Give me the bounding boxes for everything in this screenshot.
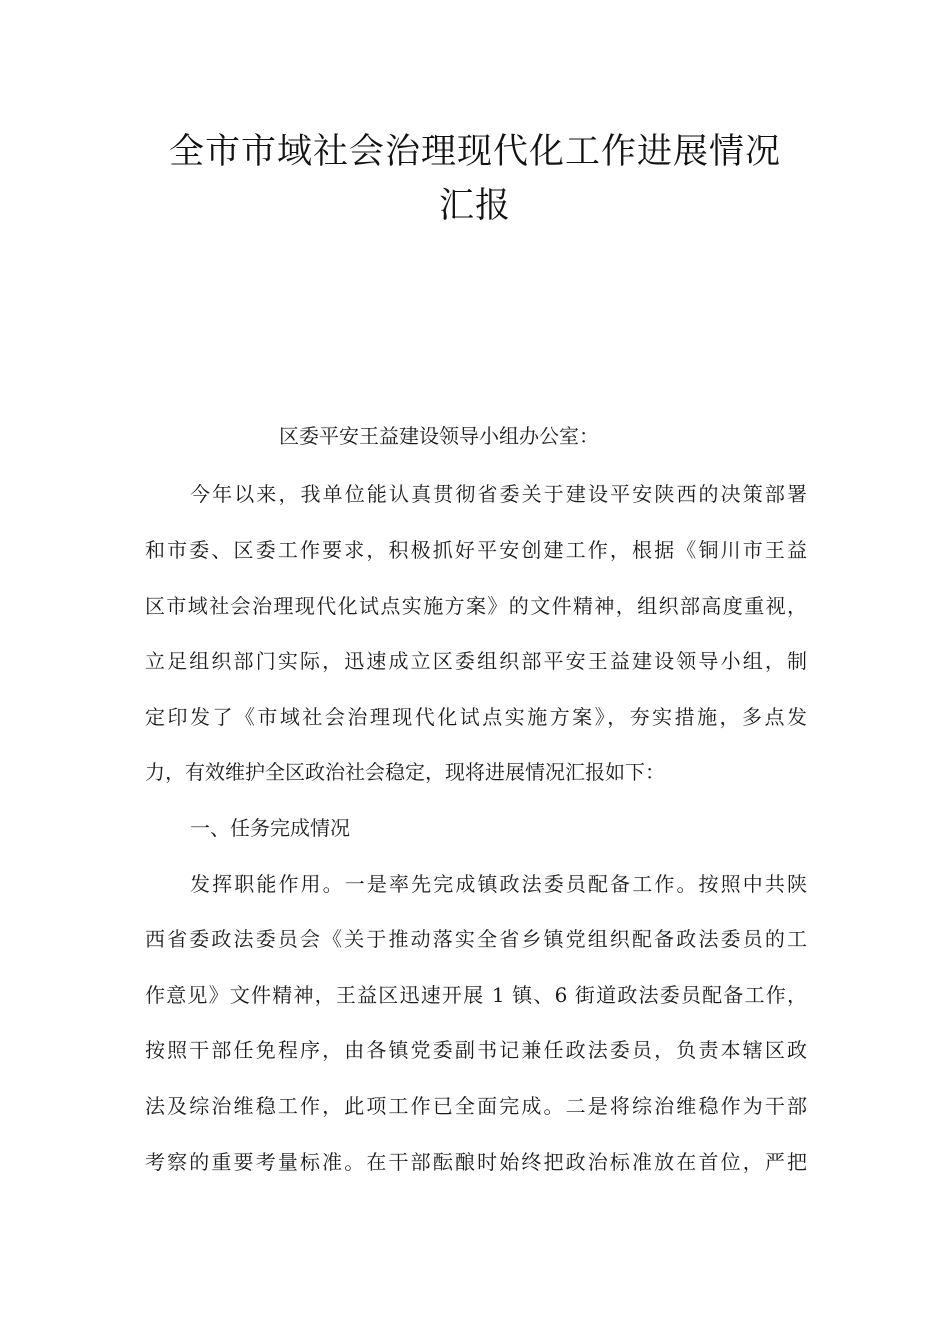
body-line: 按照干部任免程序，由各镇党委副书记兼任政法委员，负责本辖区政 [145, 1038, 807, 1062]
body-line: 定印发了《市域社会治理现代化试点实施方案》，夯实措施，多点发 [145, 705, 807, 729]
body-line: 西省委政法委员会《关于推动落实全省乡镇党组织配备政法委员的工 [145, 927, 807, 951]
body-line: 今年以来，我单位能认真贯彻省委关于建设平安陕西的决策部署 [190, 482, 807, 506]
document-title-line-2: 汇报 [438, 186, 511, 226]
body-line: 立足组织部门实际，迅速成立区委组织部平安王益建设领导小组，制 [145, 649, 807, 673]
body-line: 区市域社会治理现代化试点实施方案》的文件精神，组织部高度重视， [145, 594, 807, 618]
body-line: 法及综治维稳工作，此项工作已全面完成。二是将综治维稳作为干部 [145, 1094, 807, 1118]
body-line: 考察的重要考量标准。在干部酝酿时始终把政治标准放在首位，严把 [145, 1150, 807, 1174]
addressee: 区委平安王益建设领导小组办公室： [279, 424, 599, 448]
body-line: 发挥职能作用。一是率先完成镇政法委员配备工作。按照中共陕 [190, 872, 807, 896]
body-line: 力，有效维护全区政治社会稳定，现将进展情况汇报如下： [145, 760, 665, 784]
body-line: 作意见》文件精神，王益区迅速开展 1 镇、6 街道政法委员配备工作， [145, 983, 807, 1007]
body-line: 和市委、区委工作要求，积极抓好平安创建工作，根据《铜川市王益 [145, 538, 807, 562]
document-title-line-1: 全市市域社会治理现代化工作进展情况 [168, 132, 781, 172]
section-heading: 一、任务完成情况 [190, 816, 350, 840]
